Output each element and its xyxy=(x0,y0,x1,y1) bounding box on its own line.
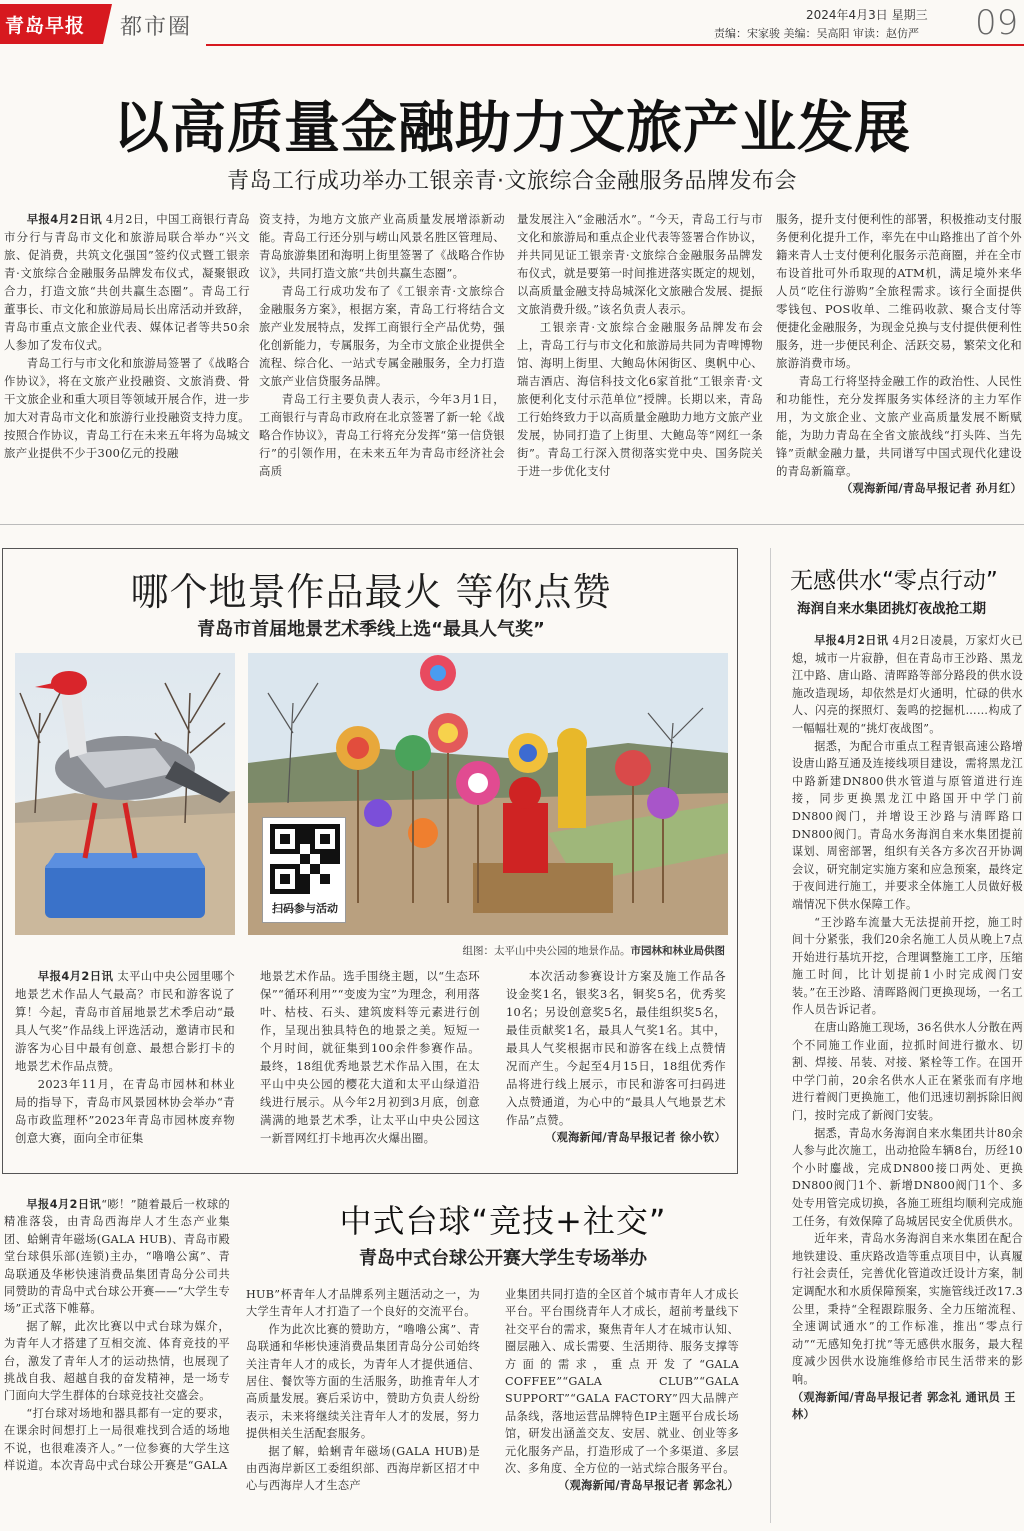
weekday: 星期三 xyxy=(891,8,928,22)
lead-dateline: 早报4月2日讯 xyxy=(26,212,102,226)
lead-column-3: 量发展注入“金融活水”。“今天，青岛工行与市文化和旅游局和重点企业代表等签署合作协议，并共同见证工银亲青·文旅综合金融服务品牌发布仪式，就是要第一时间推进落实既定的规划，以高质量金融支持岛城深化文旅融合发展、提振文旅消费升级。”该名负责人表示。 工银亲青·文旅综合金融服务品牌发布会上，青岛工行与市文化和旅游局共同为青啤博物馆、海明上街里、大鲍岛休闲街区、奥帆中心、瑞吉酒店、海信科技文化6家首批“工银亲青·文旅便利化支付示范单位”授牌。长期以来，青岛工行始终致力于以高质量金融助力地方文旅产业发展，协同打造了上街里、大鲍岛等“网红一条街”。青岛工行深入贯彻落实党中央、国务院关于进一步优化支付 xyxy=(517,212,763,478)
paper-logo-text: 青岛早报 xyxy=(5,15,86,37)
lead-headline: 以高质量金融助力文旅产业发展 xyxy=(113,96,911,161)
date: 2024年4月3日 xyxy=(806,8,888,22)
billiards-column-2: HUB”杯青年人才品牌系列主题活动之一，为大学生青年人才打造了一个良好的交流平台。 作为此次比赛的赞助方，“噜噜公寓”、青岛联通和华彬快速消费品集团青岛分公司始终关注青年人才的成长，为青年人才提供通信、居住、餐饮等方面的生活服务，助推青年人才高质量发展。赛后采访中，赞助方负责人纷纷表示，未来将继续关注青年人才的发展，努力提供相关生活配套服务。 据了解，蛤蜊青年磁场(GALA HUB)是由西海岸新区工委组织部、西海岸新区招才中心与西海岸人才生态产 xyxy=(246,1288,480,1493)
landscape-column-2: 地景艺术作品。选手围绕主题，以“生态环保”“循环利用”“变废为宝”为理念，利用落叶、枯枝、石头、建筑废料等元素进行创作，呈现出独具特色的地景之美。短短一个月时间，就征集到100余件参赛作品。最终，18组优秀地景艺术作品入围，在太平山中央公园的樱花大道和太平山绿道沿线进行展示。从今年2月初到3月底，创意满满的地景艺术季，让太平山中央公园这一新晋网红打卡地再次火爆出圈。 xyxy=(260,969,480,1145)
billiards-dateline: 早报4月2日讯 xyxy=(26,1198,102,1211)
lead-subheadline: 青岛工行成功举办工银亲青·文旅综合金融服务品牌发布会 xyxy=(227,169,797,194)
water-dateline: 早报4月2日讯 xyxy=(814,634,889,647)
water-divider xyxy=(770,548,771,1523)
qr-code-icon[interactable] xyxy=(270,824,340,894)
section-divider xyxy=(0,524,1024,525)
water-headline: 无感供水“零点行动” xyxy=(790,568,998,594)
lead-column-2: 资支持，为地方文旅产业高质量发展增添新动能。青岛工行还分别与崂山风景名胜区管理局、青岛旅游集团和海明上街里签署了《战略合作协议》，共同打造文旅“共创共赢生态圈”。 青岛工行成功发布了《工银亲青·文旅综合金融服务方案》，根据方案，青岛工行将结合文旅产业发展特点，发挥工商银行全产品优势，强化创新能力，专属服务，为全市文旅企业提供全流程、综合化、一站式专属金融服务，全力打造文旅产业信贷服务品牌。 青岛工行主要负责人表示，今年3月1日，工商银行与青岛市政府在北京签署了新一轮《战略合作协议》，青岛工行将充分发挥“第一信贷银行”的引领作用，在未来五年为青岛市经济社会高质 xyxy=(259,212,505,478)
billiards-column-3: 业集团共同打造的全区首个城市青年人才成长平台。平台围绕青年人才成长，超前考量线下社交平台的需求，聚焦青年人才在城市认知、圈层融入、成长需要、生活期待、服务支撑等方面的需求，重点开发了“GALA COFFEE”“GALA CLUB”“GALA SUPPORT”“GALA FACTORY”四大品牌产品条线，落地运营品牌特色IP主题平台成长场馆，研发出涵盖交友、安居、就业、创业等多元化服务产品，打造形成了一个多渠道、多层次、多角度、全方位的一站式综合服务平台。 （观海新闻/青岛早报记者 郭念礼） xyxy=(505,1286,739,1495)
landscape-headline: 哪个地景作品最火 等你点赞 xyxy=(130,570,612,614)
billiards-credit: （观海新闻/青岛早报记者 郭念礼） xyxy=(558,1479,739,1493)
masthead xyxy=(0,0,1024,56)
billiards-column-1: 早报4月2日讯“嘭！”随着最后一枚球的精准落袋，由青岛西海岸人才生态产业集团、蛤蜊青年磁场(GALA HUB)、青岛市殿堂台球俱乐部(连锁)主办，“噜噜公寓”、青岛联通及华彬快速消费品集团青岛分公司共同赞助的青岛中式台球公开赛——“大学生专场”正式落下帷幕。 据了解，此次比赛以中式台球为媒介，为青年人才搭建了互相交流、体育竞技的平台，激发了青年人才的运动热情，也展现了挑战自我、超越自我的奋发精神，是一场专门面向大学生群体的台球竞技社交盛会。 “打台球对场地和器具都有一定的要求，在课余时间想打上一局很难找到合适的场地不说，也很难凑齐人。”一位参赛的大学生这样说道。本次青岛中式台球公开赛是“GALA xyxy=(4,1198,230,1473)
water-subheadline: 海润自来水集团挑灯夜战抢工期 xyxy=(797,601,986,617)
bird-sculpture-photo xyxy=(15,653,235,935)
billiards-subheadline: 青岛中式台球公开赛大学生专场举办 xyxy=(359,1248,647,1269)
landscape-dateline: 早报4月2日讯 xyxy=(37,969,114,983)
masthead-divider xyxy=(206,44,1024,46)
photo-caption: 组图：太平山中央公园的地景作品。市园林和林业局供图 xyxy=(462,945,725,957)
landscape-subheadline: 青岛市首届地景艺术季线上选“最具人气奖” xyxy=(197,619,545,640)
landscape-column-3: 本次活动参赛设计方案及施工作品各设金奖1名，银奖3名，铜奖5名，优秀奖10名；另设创意奖5名，最佳组织奖5名，最佳贡献奖1名，最具人气奖1名。其中，最具人气奖根据市民和游客在线上点赞情况而产生。今起至4月15日，18组优秀作品将进行线上展示，市民和游客可扫码进入点赞通道，为心中的“最具人气地景艺术作品”点赞。 （观海新闻/青岛早报记者 徐小钦） xyxy=(506,967,726,1147)
water-column: 早报4月2日讯 4月2日凌晨，万家灯火已熄，城市一片寂静，但在青岛市王沙路、黑龙江中路、唐山路、清晖路等部分路段的供水设施改造现场，却依然是灯火通明，忙碌的供水人、闪亮的探照灯、轰鸣的挖掘机……构成了一幅幅壮观的“挑灯夜战图”。 据悉，为配合市重点工程青银高速公路增设唐山路互通及连接线项目建设，需将黑龙江中路新建DN800供水管道与原管道进行连接，同步更换黑龙江中路国开中学门前DN800阀门，并增设王沙路与清晖路口DN800阀门。青岛水务海润自来水集团提前谋划、周密部署，组织有关各方多次召开协调会议，研究制定实施方案和应急预案，最终定于夜间进行施工，并要求全体施工人员做好极端情况下供水保障工作。 “王沙路车流量大无法提前开挖，施工时间十分紧张，我们20余名施工人员从晚上7点开始进行基坑开挖，合理调整施工工序，压缩施工时间，比计划提前1小时完成阀门安装。”在王沙路、清晖路阀门更换现场，一名工作人员告诉记者。 在唐山路施工现场，36名供水人分散在两个不同施工作业面，拉抓时间进行撤水、切割、焊接、吊装、对接、紧栓等工作。在国开中学门前，20余名供水人正在紧张而有序地进行着阀门更换施工，他们迅速切割拆除旧阀门，按时完成了新阀门安装。 据悉，青岛水务海润自来水集团共计80余人参与此次施工，出动抢险车辆8台，历经10个小时鏖战，完成DN800接口两处、更换DN800阀门1个、新增DN800阀门1个、多处专用管完成切换，各施工班组均顺利完成施工任务，有效保障了岛城居民安全优质供水。 近年来，青岛水务海润自来水集团在配合地铁建设、重庆路改造等重点项目中，认真履行社会责任，完善优化管道改迁设计方案，制定调配水和水质保障预案，实施管线迁改17.3公里，秉持“全程跟踪服务、全力压缩流程、全速调试通水”的工作标准，推出“零点行动”“无感知免打扰”等无感供水服务，最大程度减少因供水设施维修给市民生活带来的影响。 （观海新闻/青岛早报记者 郭念礼 通讯员 王林） xyxy=(792,632,1023,1424)
qr-code-card xyxy=(262,817,346,923)
landscape-credit: （观海新闻/青岛早报记者 徐小钦） xyxy=(545,1131,726,1144)
billiards-headline: 中式台球“竞技+社交” xyxy=(339,1202,667,1240)
water-credit: （观海新闻/青岛早报记者 郭念礼 通讯员 王林） xyxy=(792,1390,1016,1422)
editor-credits: 责编：宋家骏 美编：吴高阳 审读：赵仿严 xyxy=(714,27,919,40)
issue-date xyxy=(806,6,928,23)
lead-column-4: 服务，提升支付便利性的部署，积极推动支付服务便利化提升工作，率先在中山路推出了首个外籍来青人士支付便利化服务示范商圈，并在全市布设首批可外币取现的ATM机，满足境外来华人员“吃住行游购”全旅程需求。该行全面提供零钱包、POS收单、二维码收款、聚合支付等便捷化金融服务，为现金兑换与支付提供便利性服务，进一步便民利企、活跃交易，繁荣文化和旅游消费市场。 青岛工行将坚持金融工作的政治性、人民性和功能性，充分发挥服务实体经济的主力军作用，为文旅企业、文旅产业高质量发展不断赋能，为助力青岛在全省文旅战线“打头阵、当先锋”贡献金融力量，共同谱写中国式现代化建设的青岛新篇章。 （观海新闻/青岛早报记者 孙月红） xyxy=(776,210,1022,498)
lead-credit: （观海新闻/青岛早报记者 孙月红） xyxy=(841,482,1022,495)
lollipop-garden-photo xyxy=(248,653,728,935)
lead-column-1: 早报4月2日讯 4月2日，中国工商银行青岛市分行与青岛市文化和旅游局联合举办“兴文旅、促消费，共筑文化强国”签约仪式暨工银亲青·文旅综合金融服务品牌发布仪式，凝聚银政合力，打造文旅“共创共赢生态圈”。青岛工行董事长、市文化和旅游局局长出席活动并致辞，青岛市重点文旅企业代表、媒体记者等共50余人参加了发布仪式。 青岛工行与市文化和旅游局签署了《战略合作协议》，将在文旅产业投融资、文旅消费、骨干文旅企业和重大项目等领域开展合作，进一步加大对青岛市文化和旅游行业投融资支持力度。按照合作协议，青岛工行在未来五年将为岛城文旅产业提供不少于300亿元的投融 xyxy=(4,212,251,460)
landscape-box xyxy=(2,548,738,1174)
section-name: 都市圈 xyxy=(120,15,193,40)
page-number: 09 xyxy=(975,3,1019,43)
landscape-column-1: 早报4月2日讯 太平山中央公园里哪个地景艺术作品人气最高？市民和游客说了算！今起，青岛市首届地景艺术季启动“最具人气奖”作品线上评选活动，邀请市民和游客为心目中最有创意、最想合影打卡的地景艺术作品点赞。 2023年11月，在青岛市园林和林业局的指导下，青岛市风景园林协会举办“青岛市政监理杯”2023年青岛市园林废弃物创意大赛，面向全市征集 xyxy=(15,969,236,1145)
qr-label: 扫码参与活动 xyxy=(272,902,338,915)
